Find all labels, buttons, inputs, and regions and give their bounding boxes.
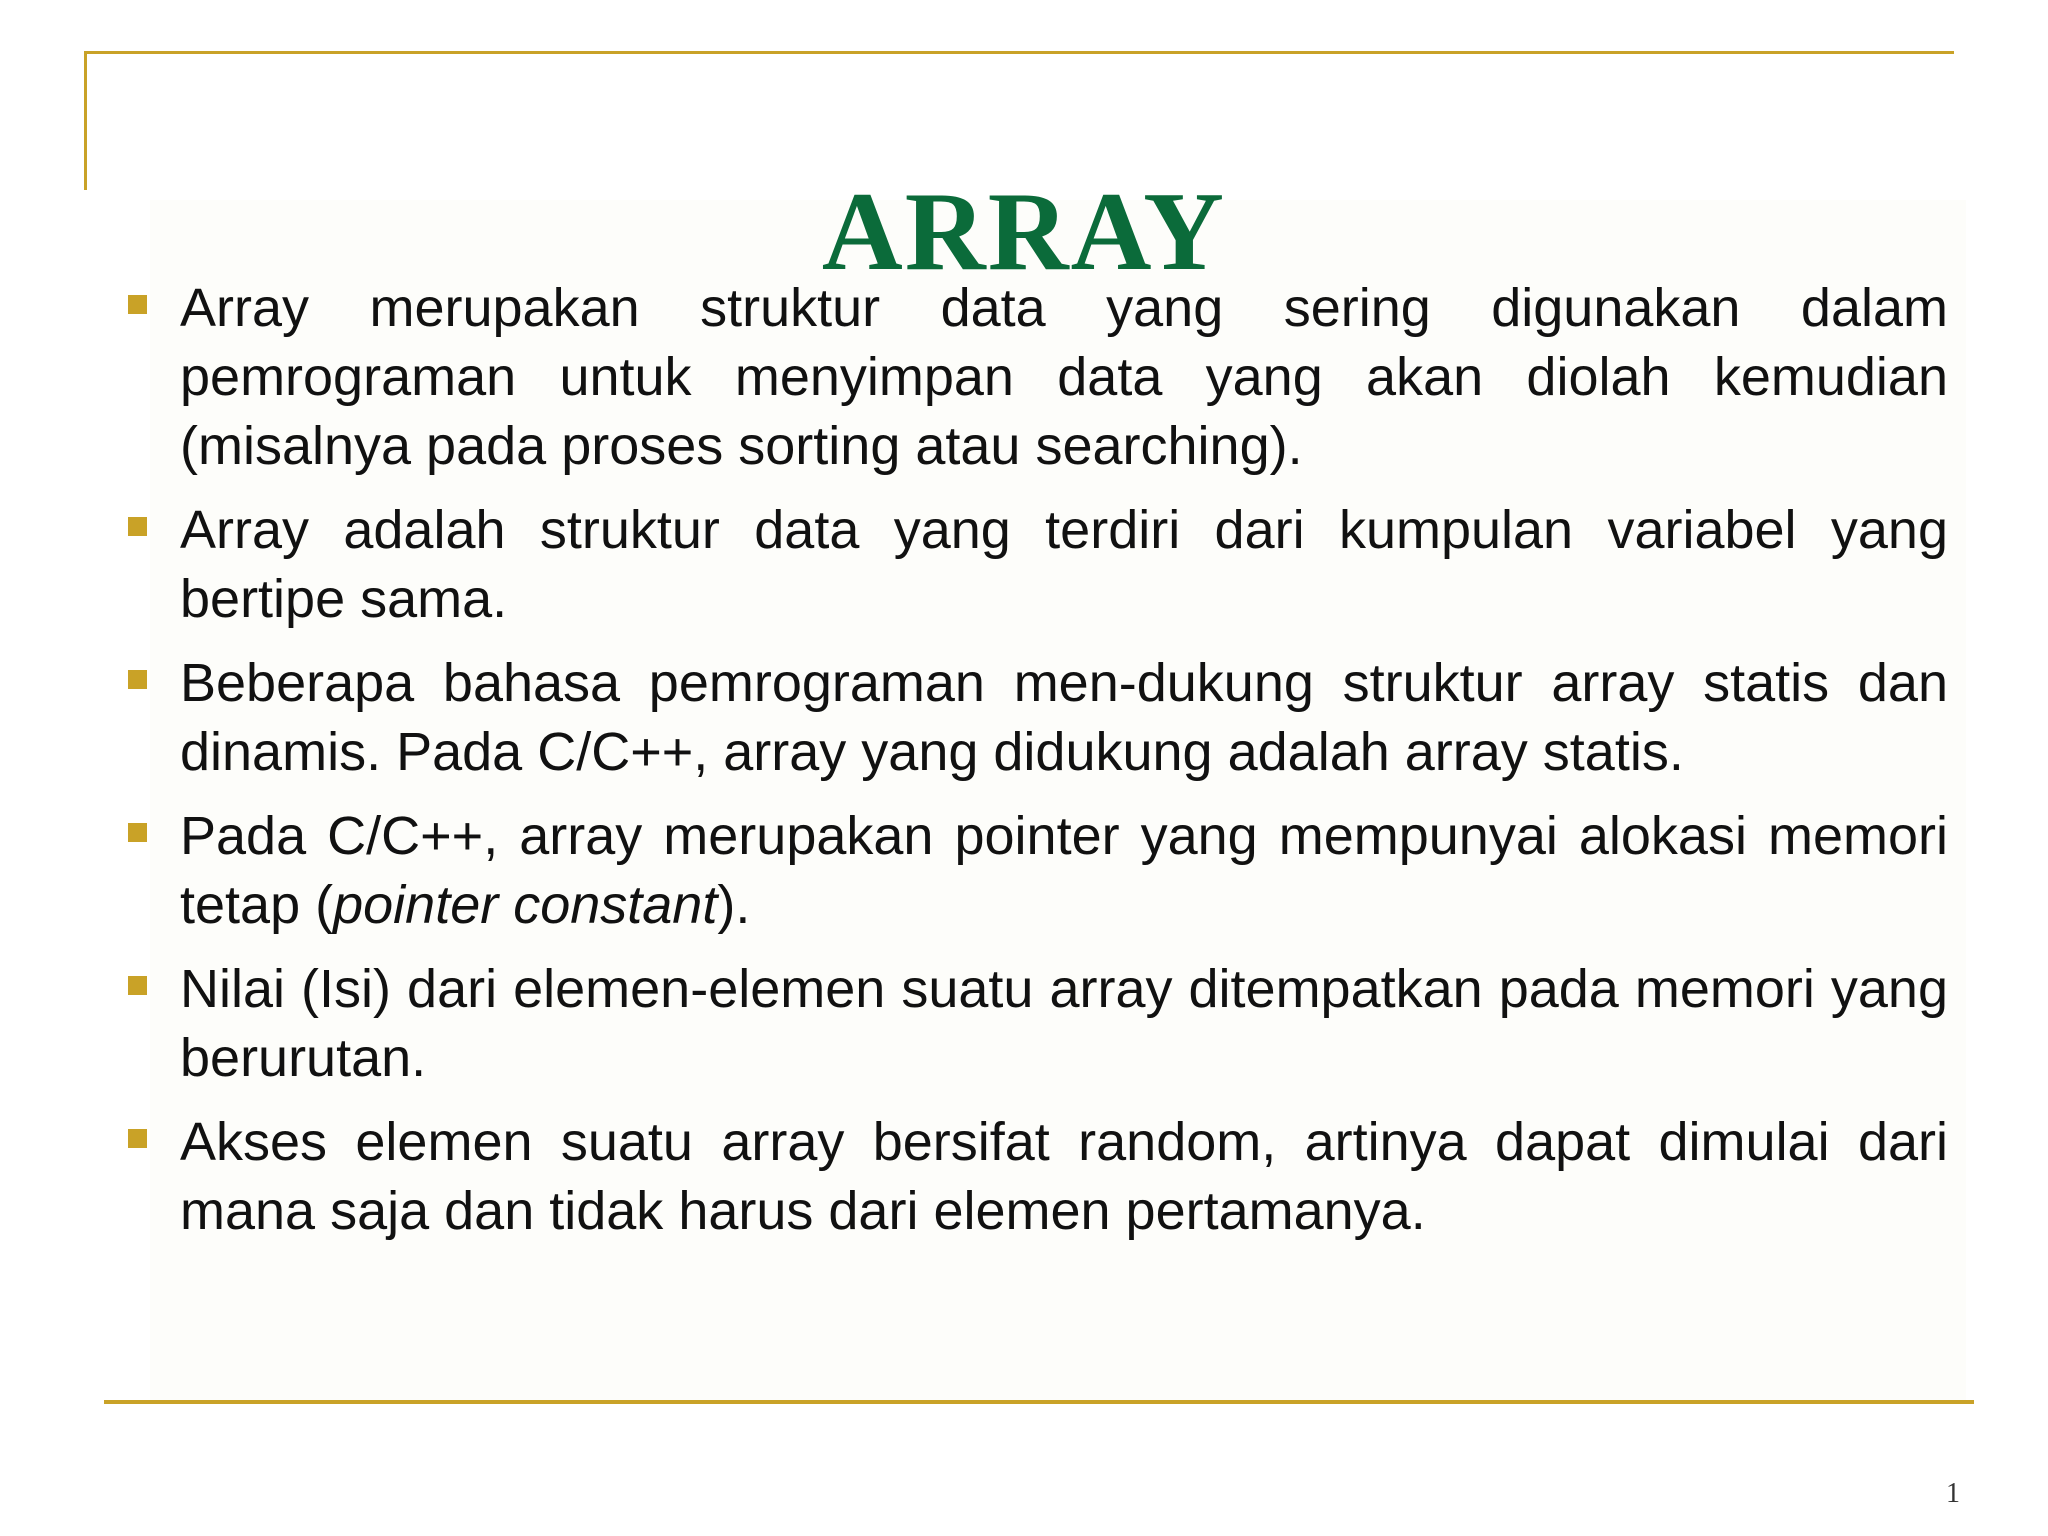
bullet-text-before: Pada C/C++, array merupakan pointer yang mempunyai alokasi memori tetap ( (180, 806, 1948, 935)
bullet-text-italic: pointer constant (333, 875, 718, 935)
bullet-item-6 (128, 1108, 1948, 1246)
square-bullet-icon (128, 976, 147, 995)
bullet-list (128, 274, 1948, 1261)
top-border-line (84, 51, 1954, 54)
bullet-text (180, 806, 1948, 935)
bullet-text: Beberapa bahasa pemrograman men-dukung struktur array statis dan dinamis. Pada C/C++, array yang didukung adalah array statis. (180, 653, 1948, 782)
bullet-item-4 (128, 802, 1948, 940)
bullet-text: Array merupakan struktur data yang sering digunakan dalam pemrograman untuk menyimpan data yang akan diolah kemudian (misalnya pada proses sorting atau searching). (180, 278, 1948, 476)
square-bullet-icon (128, 823, 147, 842)
bullet-item-2 (128, 496, 1948, 634)
square-bullet-icon (128, 1129, 147, 1148)
bottom-border-line (104, 1400, 1974, 1404)
bullet-text-after: ). (717, 875, 751, 935)
square-bullet-icon (128, 517, 147, 536)
bullet-item-3 (128, 649, 1948, 787)
bullet-text: Array adalah struktur data yang terdiri dari kumpulan variabel yang bertipe sama. (180, 500, 1948, 629)
bullet-text: Nilai (Isi) dari elemen-elemen suatu array ditempatkan pada memori yang berurutan. (180, 959, 1948, 1088)
square-bullet-icon (128, 295, 147, 314)
square-bullet-icon (128, 670, 147, 689)
bullet-item-1 (128, 274, 1948, 481)
bullet-item-5 (128, 955, 1948, 1093)
slide-title: ARRAY (821, 170, 1227, 295)
page-number: 1 (1946, 1478, 1960, 1509)
bullet-text: Akses elemen suatu array bersifat random, artinya dapat dimulai dari mana saja dan tidak harus dari elemen pertamanya. (180, 1112, 1948, 1241)
